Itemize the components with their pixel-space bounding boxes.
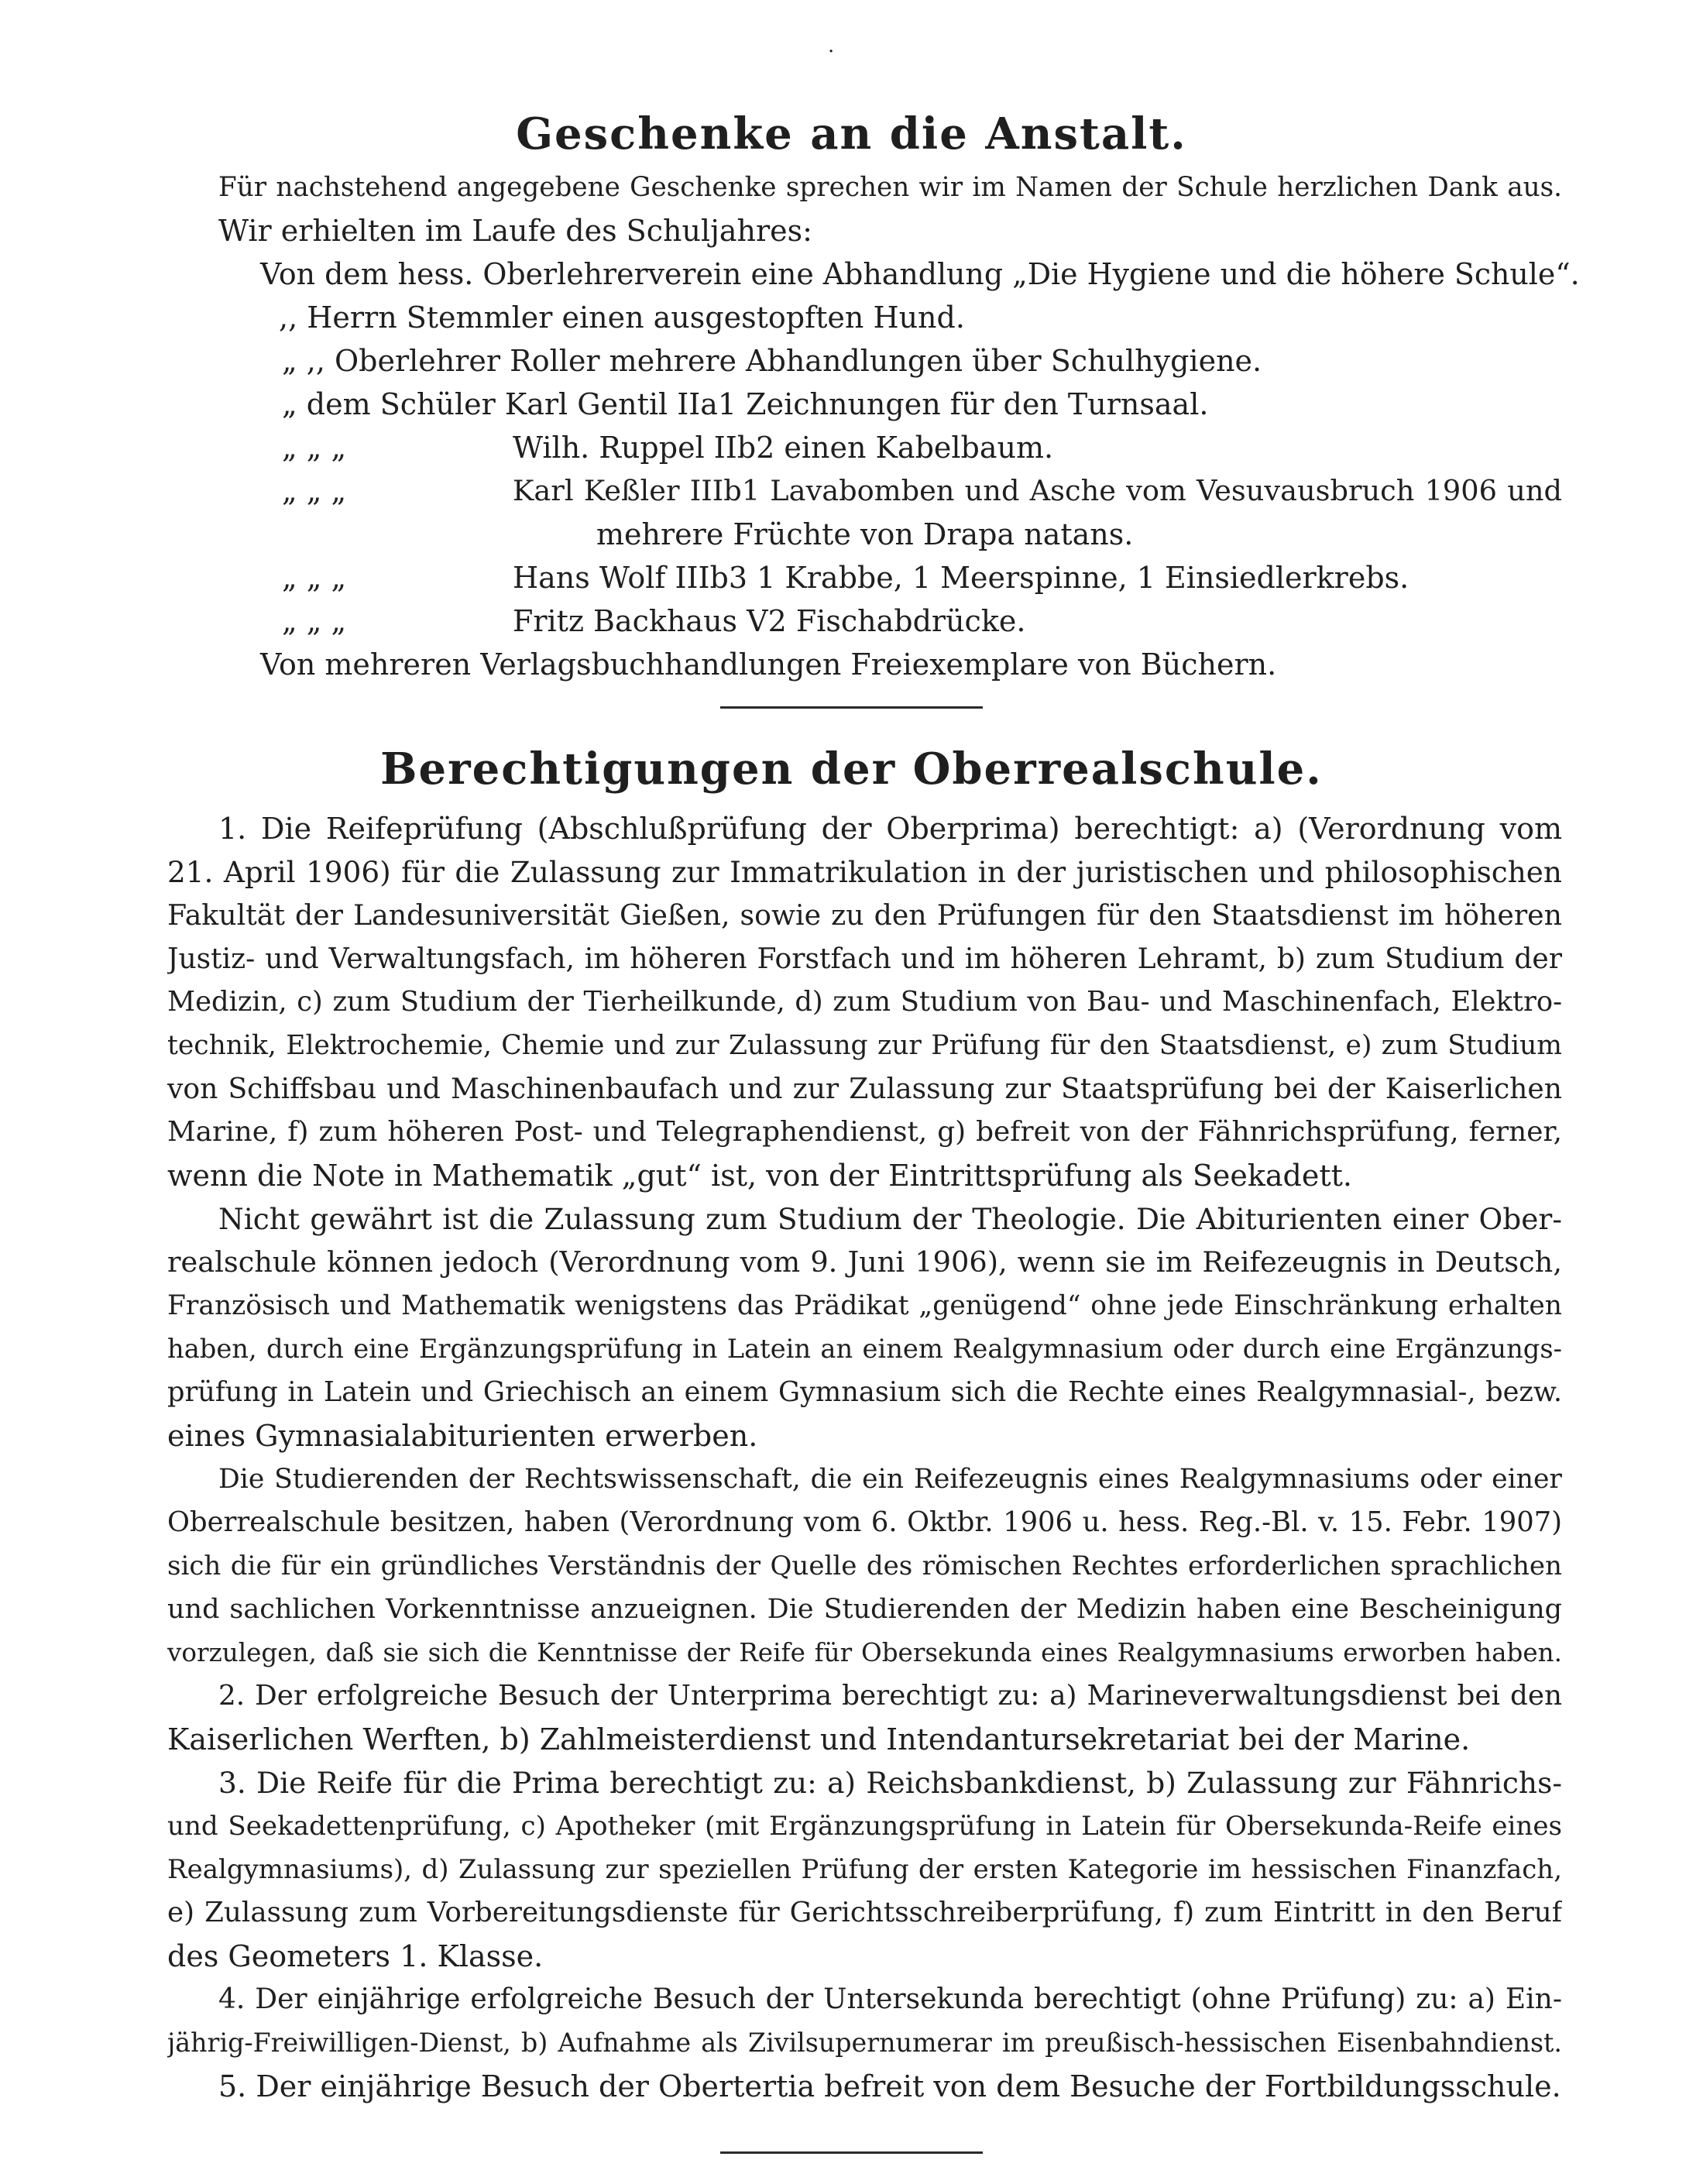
rights-line-2: 21. April 1906) für die Zulassung zur Immatrikulation in der juristischen und philosophischen [167,855,1562,889]
gifts-line-6: „ dem Schüler Karl Gentil IIa1 Zeichnungen für den Turnsaal. [282,387,1209,421]
gifts-ditto-1: „ „ „ [282,431,347,465]
rights-line-11: realschule können jedoch (Verordnung vom 9. Juni 1906), wenn sie im Reifezeugnis in Deutsch, [167,1245,1562,1279]
rights-line-1: 1. Die Reifeprüfung (Abschlußprüfung der Oberprima) berechtigt: a) (Verordnung vom [218,812,1562,846]
gifts-line-2: Wir erhielten im Laufe des Schuljahres: [218,214,812,248]
rights-line-4: Justiz- und Verwaltungsfach, im höheren Forstfach und im höheren Lehramt, b) zum Studium der [167,943,1562,975]
rights-line-15: eines Gymnasialabiturienten erwerben. [167,1419,758,1453]
rights-line-18: sich die für ein gründliches Verständnis der Quelle des römischen Rechtes erforderlichen sprachlichen [167,1550,1562,1581]
bottom-divider [720,2151,983,2154]
rights-line-8: Marine, f) zum höheren Post- und Telegraphendienst, g) befreit von der Fähnrichsprüfung, ferner, [167,1116,1562,1148]
rights-line-14: prüfung in Latein und Griechisch an einem Gymnasium sich die Rechte eines Realgymnasial-, bezw. [167,1376,1562,1408]
rights-line-7: von Schiffsbau und Maschinenbaufach und zur Zulassung zur Staatsprüfung bei der Kaiserlichen [167,1073,1562,1105]
rights-line-20: vorzulegen, daß sie sich die Kenntnisse der Reife für Obersekunda eines Realgymnasiums erworben haben. [167,1638,1562,1667]
rights-line-22: Kaiserlichen Werften, b) Zahlmeisterdienst und Intendantursekretariat bei der Marine. [167,1722,1471,1756]
rights-line-29: jährig-Freiwilligen-Dienst, b) Aufnahme als Zivilsupernumerar im preußisch-hessischen Eisenbahndienst. [167,2028,1562,2058]
rights-line-17: Oberrealschule besitzen, haben (Verordnung vom 6. Oktbr. 1906 u. hess. Reg.-Bl. v. 15. Febr. 1907) [167,1506,1562,1538]
gifts-line-8: Karl Keßler IIIb1 Lavabomben und Asche vom Vesuvausbruch 1906 und [513,474,1562,507]
stray-mark: · [828,40,835,64]
gifts-line-1: Für nachstehend angegebene Geschenke sprechen wir im Namen der Schule herzlichen Dank aus. [218,172,1562,203]
gifts-line-12: Von mehreren Verlagsbuchhandlungen Freiexemplare von Büchern. [260,647,1277,682]
gifts-line-11: Fritz Backhaus V2 Fischabdrücke. [513,604,1026,638]
rights-line-27: des Geometers 1. Klasse. [167,1939,544,1973]
section-divider [720,706,983,709]
gifts-line-7: Wilh. Ruppel IIb2 einen Kabelbaum. [513,431,1054,465]
rights-line-19: und sachlichen Vorkenntnisse anzueignen. Die Studierenden der Medizin haben eine Bescheinigung [167,1594,1562,1625]
gifts-line-3: Von dem hess. Oberlehrerverein eine Abhandlung „Die Hygiene und die höhere Schule“. [260,257,1580,291]
rights-line-24: und Seekadettenprüfung, c) Apotheker (mit Ergänzungsprüfung in Latein für Obersekunda-Reife eines [167,1811,1562,1842]
rights-line-3: Fakultät der Landesuniversität Gießen, sowie zu den Prüfungen für den Staatsdienst im höheren [167,898,1562,932]
gifts-title: Geschenke an die Anstalt. [516,108,1187,160]
rights-line-13: haben, durch eine Ergänzungsprüfung in Latein an einem Realgymnasium oder durch eine Ergänzungs- [167,1334,1562,1364]
rights-line-6: technik, Elektrochemie, Chemie und zur Zulassung zur Prüfung für den Staatsdienst, e) zum Studium [167,1030,1562,1061]
gifts-line-5: „ ,, Oberlehrer Roller mehrere Abhandlungen über Schulhygiene. [282,344,1262,378]
gifts-line-9: mehrere Früchte von Drapa natans. [596,517,1134,551]
rights-line-23: 3. Die Reife für die Prima berechtigt zu: a) Reichsbankdienst, b) Zulassung zur Fähnrichs- [218,1766,1562,1800]
rights-line-26: e) Zulassung zum Vorbereitungsdienste für Gerichtsschreiberprüfung, f) zum Eintritt in den Beruf [167,1897,1562,1928]
gifts-line-4: ,, Herrn Stemmler einen ausgestopften Hund. [279,300,965,335]
rights-line-30: 5. Der einjährige Besuch der Obertertia befreit von dem Besuche der Fortbildungsschule. [218,2069,1561,2103]
rights-line-21: 2. Der erfolgreiche Besuch der Unterprima berechtigt zu: a) Marineverwaltungsdienst bei den [218,1680,1562,1712]
gifts-ditto-3: „ „ „ [282,561,347,595]
gifts-ditto-4: „ „ „ [282,604,347,638]
rights-line-16: Die Studierenden der Rechtswissenschaft, die ein Reifezeugnis eines Realgymnasiums oder einer [218,1464,1562,1495]
gifts-ditto-2: „ „ „ [282,474,347,508]
gifts-line-10: Hans Wolf IIIb3 1 Krabbe, 1 Meerspinne, 1 Einsiedlerkrebs. [513,561,1409,595]
rights-line-25: Realgymnasiums), d) Zulassung zur speziellen Prüfung der ersten Kategorie im hessischen Finanzfach, [167,1854,1562,1885]
rights-title: Berechtigungen der Oberrealschule. [380,743,1323,795]
rights-line-10: Nicht gewährt ist die Zulassung zum Studium der Theologie. Die Abiturienten einer Ober- [218,1202,1562,1236]
rights-line-28: 4. Der einjährige erfolgreiche Besuch der Untersekunda berechtigt (ohne Prüfung) zu: a) Ein- [218,1983,1562,2015]
rights-line-5: Medizin, c) zum Studium der Tierheilkunde, d) zum Studium von Bau- und Maschinenfach, Elektro- [167,986,1562,1018]
rights-line-9: wenn die Note in Mathematik „gut“ ist, von der Eintrittsprüfung als Seekadett. [167,1159,1352,1193]
rights-line-12: Französisch und Mathematik wenigstens das Prädikat „genügend“ ohne jede Einschränkung erhalten [167,1290,1562,1321]
